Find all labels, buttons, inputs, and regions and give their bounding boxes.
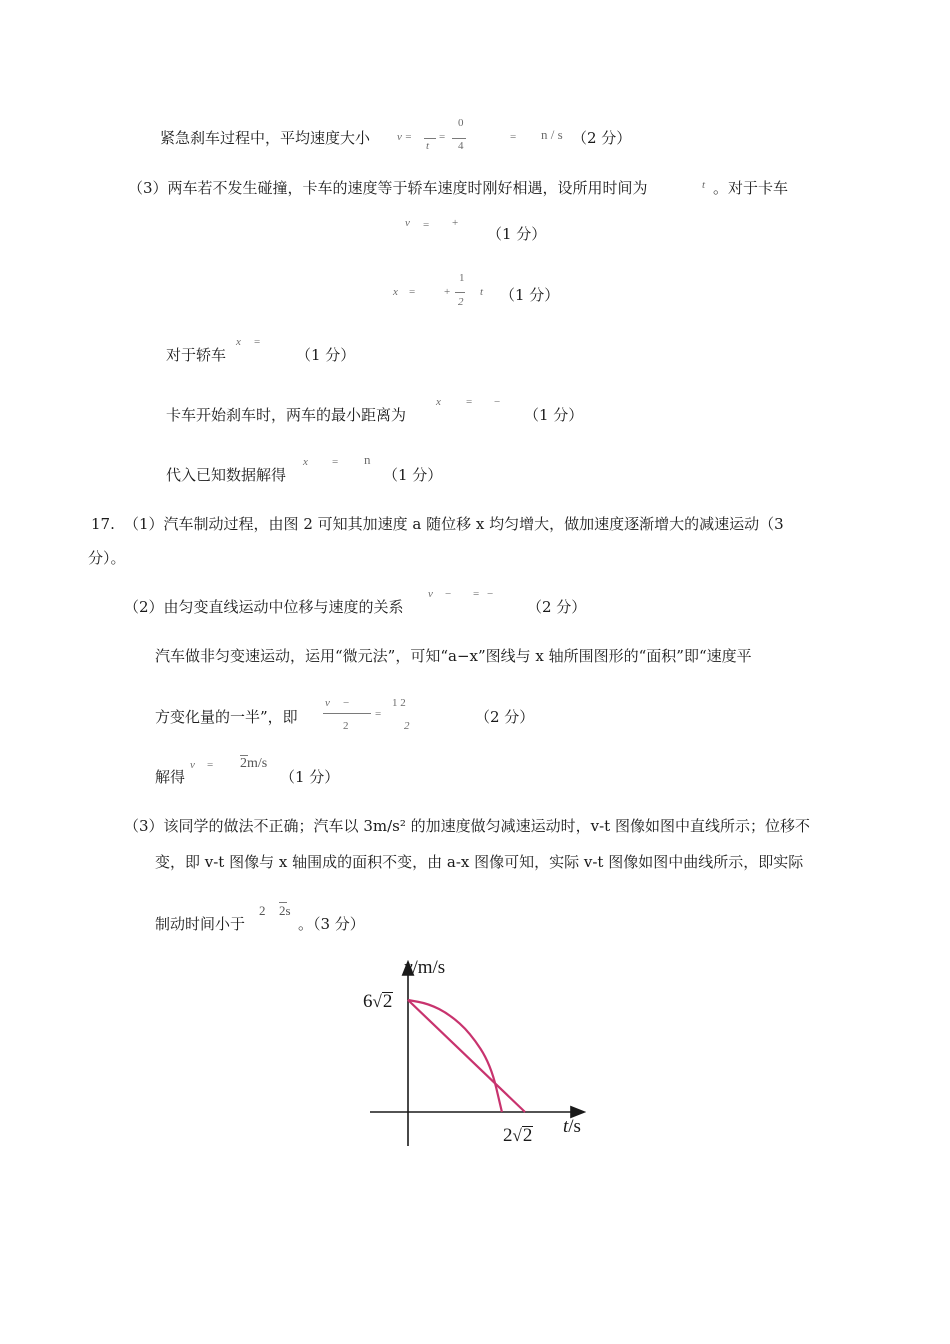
formula-minus: − bbox=[494, 396, 501, 408]
formula-num: 1 2 bbox=[392, 697, 406, 709]
formula-unit: n / s bbox=[541, 127, 563, 142]
formula-eq: = bbox=[207, 759, 214, 771]
formula-value: 2m/s bbox=[240, 756, 268, 771]
fraction-bar bbox=[452, 138, 466, 139]
formula-num: 0 bbox=[458, 117, 464, 129]
formula-n: n bbox=[364, 452, 371, 467]
text-line-2-tail: 。对于卡车 bbox=[713, 179, 789, 197]
x-axis-label: t/s bbox=[563, 1116, 581, 1137]
formula-den: 2 bbox=[404, 720, 410, 732]
x-tick-label: 2√2 bbox=[503, 1125, 533, 1146]
formula-v: v bbox=[325, 697, 330, 709]
formula-eq: = bbox=[423, 219, 430, 231]
formula-plus: + bbox=[452, 217, 459, 229]
formula-v: v bbox=[428, 588, 433, 600]
y-axis-unit: /m/s bbox=[412, 957, 446, 978]
q17-part1-cont: 分）。 bbox=[88, 549, 126, 567]
score: （2 分） bbox=[527, 598, 587, 616]
score: （1 分） bbox=[500, 286, 560, 304]
text-line-1: 紧急刹车过程中，平均速度大小 bbox=[160, 129, 371, 147]
text-line-6: 卡车开始刹车时，两车的最小距离为 bbox=[166, 406, 407, 424]
score: （1 分） bbox=[524, 406, 584, 424]
q17-part3-cont: 变，即 v-t 图像与 x 轴围成的面积不变，由 a-x 图像可知，实际 v-t 图像如图中曲线所示，即实际 bbox=[155, 853, 804, 871]
score: （1 分） bbox=[383, 466, 443, 484]
formula-den: 2 bbox=[343, 720, 349, 732]
text-line-2: （3）两车若不发生碰撞，卡车的速度等于轿车速度时刚好相遇，设所用时间为 bbox=[128, 179, 648, 197]
formula-coef: 2 bbox=[259, 903, 266, 918]
formula-plus: + bbox=[444, 286, 451, 298]
formula-t: t bbox=[702, 179, 706, 191]
score: （2 分） bbox=[572, 129, 632, 147]
series-line bbox=[408, 1000, 525, 1112]
score: （1 分） bbox=[280, 768, 340, 786]
score: （2 分） bbox=[475, 708, 535, 726]
q17-part1: （1）汽车制动过程，由图 2 可知其加速度 a 随位移 x 均匀增大，做加速度逐渐增大的减速运动（3 bbox=[124, 515, 784, 533]
formula-x: x bbox=[393, 286, 398, 298]
formula-minus: − bbox=[445, 588, 452, 600]
y-axis-label: v/m/s bbox=[404, 957, 446, 978]
formula-minus: − bbox=[343, 697, 350, 709]
formula-num: 1 bbox=[459, 272, 465, 284]
formula-x: x bbox=[236, 336, 241, 348]
fraction-bar bbox=[323, 713, 371, 714]
vt-chart bbox=[355, 955, 595, 1155]
y-tick-label: 6√2 bbox=[363, 991, 393, 1012]
q17-part2-text2: 方变化量的一半”，即 bbox=[155, 708, 298, 726]
formula-eq: = bbox=[473, 588, 480, 600]
formula-eq: = bbox=[409, 286, 416, 298]
formula-v: v bbox=[405, 217, 410, 229]
formula-den: 4 bbox=[458, 140, 464, 152]
formula-eq: = bbox=[375, 708, 382, 720]
formula-x: x bbox=[436, 396, 441, 408]
text-line-5: 对于轿车 bbox=[166, 346, 227, 364]
formula-value: 2s bbox=[279, 903, 291, 918]
text-tail: 。（3 分） bbox=[298, 915, 365, 933]
question-number: 17. bbox=[91, 515, 115, 533]
formula-t: t bbox=[426, 140, 430, 152]
text-line-7: 代入已知数据解得 bbox=[166, 466, 287, 484]
fraction-bar bbox=[424, 138, 436, 139]
fraction-bar bbox=[455, 292, 465, 293]
formula-eq: = bbox=[254, 336, 261, 348]
formula-v: v = bbox=[397, 131, 413, 143]
formula-eq: = bbox=[332, 456, 339, 468]
q17-part2-result: 解得 bbox=[155, 768, 186, 786]
score: （1 分） bbox=[296, 346, 356, 364]
score: （1 分） bbox=[487, 225, 547, 243]
q17-part2: （2）由匀变直线运动中位移与速度的关系 bbox=[124, 598, 404, 616]
q17-part3: （3）该同学的做法不正确；汽车以 3m/s² 的加速度做匀减速运动时，v-t 图像如图中直线所示；位移不 bbox=[124, 817, 810, 835]
formula-minus: − bbox=[487, 588, 494, 600]
formula-eq: = bbox=[510, 131, 517, 143]
q17-part2-text: 汽车做非匀变速运动，运用“微元法”，可知“a−x”图线与 x 轴所围图形的“面积”即“速度平 bbox=[155, 647, 752, 665]
formula-eq: = bbox=[466, 396, 473, 408]
formula-t: t bbox=[480, 286, 484, 298]
formula-x: x bbox=[303, 456, 308, 468]
series-curve bbox=[408, 1000, 502, 1112]
formula-den: 2 bbox=[458, 296, 464, 308]
formula-eq: = bbox=[439, 131, 446, 143]
q17-part3-end: 制动时间小于 bbox=[155, 915, 246, 933]
formula-v: v bbox=[190, 759, 195, 771]
